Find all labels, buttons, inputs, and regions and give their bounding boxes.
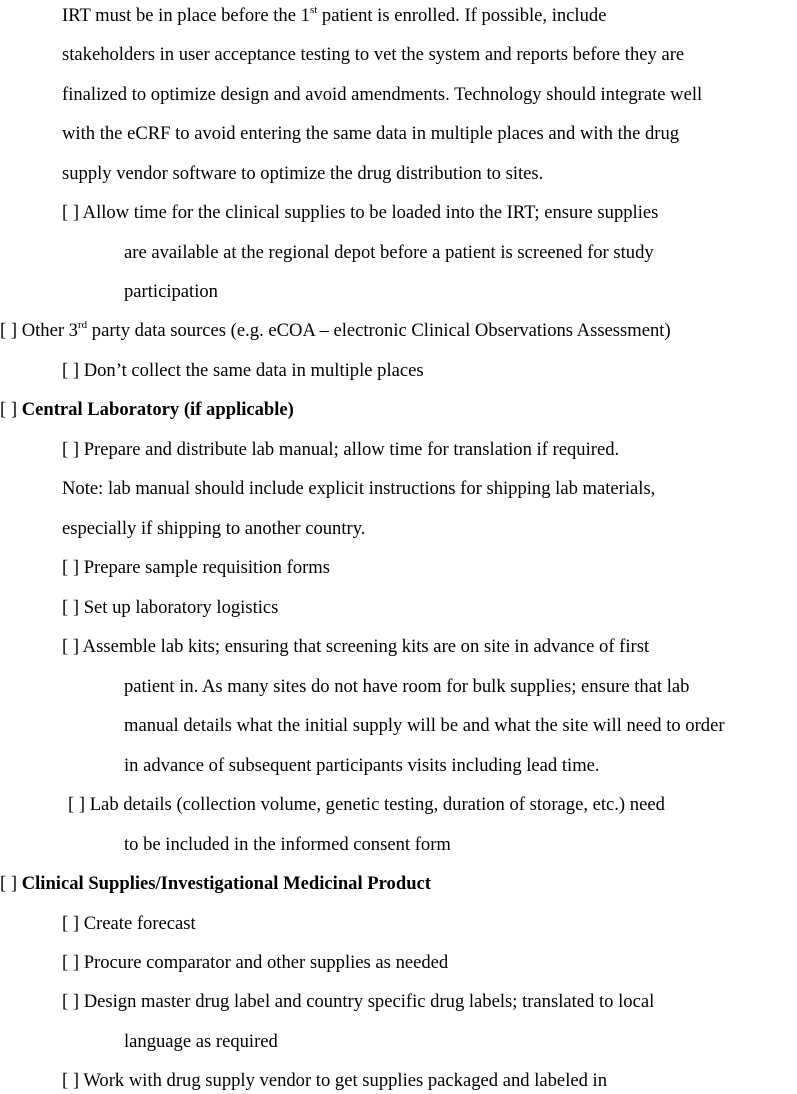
checkbox[interactable]: [ ] bbox=[62, 557, 80, 578]
central-lab-item-4-line-2: patient in. As many sites do not have room for bulk supplies; ensure that lab bbox=[124, 676, 690, 697]
intro-line-3: finalized to optimize design and avoid amendments. Technology should integrate well bbox=[62, 84, 703, 105]
checkbox[interactable]: [ ] bbox=[62, 202, 80, 223]
clinical-supplies-item-1: [ ] Create forecast bbox=[62, 913, 196, 934]
central-lab-note-1: Note: lab manual should include explicit instructions for shipping lab materials, bbox=[62, 478, 656, 499]
central-lab-note-2: especially if shipping to another country. bbox=[62, 518, 366, 539]
central-lab-item-5-line-2: to be included in the informed consent form bbox=[124, 834, 451, 855]
checkbox[interactable]: [ ] bbox=[62, 1070, 80, 1091]
clinical-supplies-item-3: [ ] Design master drug label and country specific drug labels; translated to local bbox=[62, 991, 655, 1012]
checkbox[interactable]: [ ] bbox=[62, 952, 80, 973]
central-lab-item-4-line-3: manual details what the initial supply will be and what the site will need to order bbox=[124, 715, 725, 736]
intro-line-5: supply vendor software to optimize the drug distribution to sites. bbox=[62, 163, 544, 184]
irt-supplies-line-3: participation bbox=[124, 281, 218, 302]
irt-supplies-line-2: are available at the regional depot before a patient is screened for study bbox=[124, 242, 654, 263]
central-lab-item-4: [ ] Assemble lab kits; ensuring that screening kits are on site in advance of first bbox=[62, 636, 650, 657]
intro-line-2: stakeholders in user acceptance testing to vet the system and reports before they are bbox=[62, 44, 685, 65]
central-lab-item-5: [ ] Lab details (collection volume, genetic testing, duration of storage, etc.) need bbox=[68, 794, 665, 815]
checkbox[interactable]: [ ] bbox=[0, 873, 18, 894]
central-lab-item-1: [ ] Prepare and distribute lab manual; allow time for translation if required. bbox=[62, 439, 620, 460]
checkbox[interactable]: [ ] bbox=[0, 399, 18, 420]
third-party-sub-item: [ ] Don’t collect the same data in multiple places bbox=[62, 360, 424, 381]
checkbox[interactable]: [ ] bbox=[62, 913, 80, 934]
clinical-supplies-item-2: [ ] Procure comparator and other supplies as needed bbox=[62, 952, 449, 973]
checkbox[interactable]: [ ] bbox=[62, 360, 80, 381]
third-party-item: [ ] Other 3rd party data sources (e.g. eCOA – electronic Clinical Observations Assessment) bbox=[0, 319, 671, 341]
central-lab-heading: [ ] Central Laboratory (if applicable) bbox=[0, 399, 294, 420]
checkbox[interactable]: [ ] bbox=[68, 794, 86, 815]
central-lab-item-3: [ ] Set up laboratory logistics bbox=[62, 597, 279, 618]
irt-supplies-item: [ ] Allow time for the clinical supplies to be loaded into the IRT; ensure supplies bbox=[62, 202, 659, 223]
checkbox[interactable]: [ ] bbox=[62, 636, 80, 657]
clinical-supplies-item-4: [ ] Work with drug supply vendor to get supplies packaged and labeled in bbox=[62, 1070, 608, 1091]
checkbox[interactable]: [ ] bbox=[62, 439, 80, 460]
central-lab-item-4-line-4: in advance of subsequent participants visits including lead time. bbox=[124, 755, 600, 776]
central-lab-item-2: [ ] Prepare sample requisition forms bbox=[62, 557, 331, 578]
checkbox[interactable]: [ ] bbox=[62, 991, 80, 1012]
checkbox[interactable]: [ ] bbox=[62, 597, 80, 618]
intro-line-1: IRT must be in place before the 1st patient is enrolled. If possible, include bbox=[62, 4, 607, 26]
clinical-supplies-item-3-line-2: language as required bbox=[124, 1031, 278, 1052]
checkbox[interactable]: [ ] bbox=[0, 320, 18, 341]
intro-line-4: with the eCRF to avoid entering the same data in multiple places and with the drug bbox=[62, 123, 680, 144]
clinical-supplies-heading: [ ] Clinical Supplies/Investigational Medicinal Product bbox=[0, 873, 431, 894]
